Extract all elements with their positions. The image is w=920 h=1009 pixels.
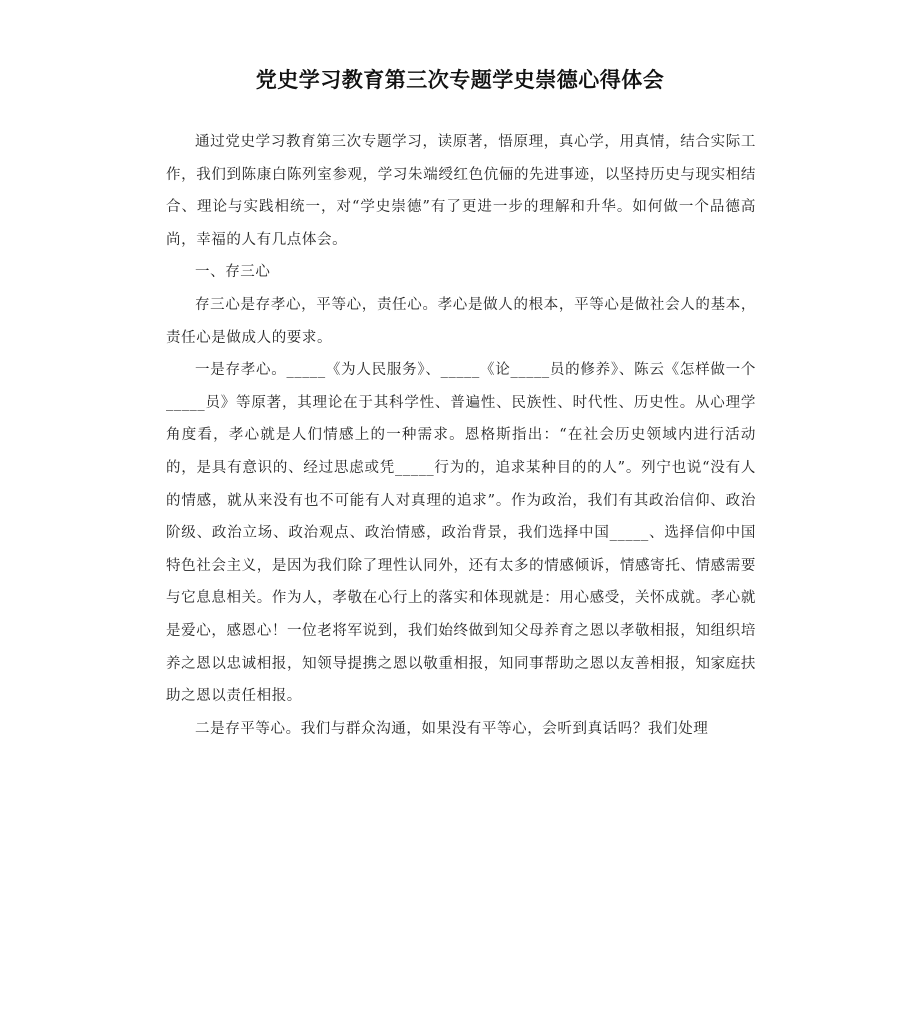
paragraph-intro: 通过党史学习教育第三次专题学习，读原著，悟原理，真心学，用真情，结合实际工作，我们到陈康白陈列室参观，学习朱端绶红色伉俪的先进事迹，以坚持历史与现实相结合、理论与实践相统一，对“学史崇德”有了更进一步的理解和升华。如何做一个品德高尚，幸福的人有几点体会。 [166,134,756,248]
paragraph-filial-heart: 一是存孝心。_____《为人民服务》、_____《论_____员的修养》、陈云《怎样做一个_____员》等原著，其理论在于其科学性、普遍性、民族性、时代性、历史性。从心理学角度看，孝心就是人们情感上的一种需求。恩格斯指出：“在社会历史领域内进行活动的，是具有意识的、经过思虑或凭_____行为的，追求某种目的的人”。列宁也说“没有人的情感，就从来没有也不可能有人对真理的追求”。作为政治，我们有其政治信仰、政治阶级、政治立场、政治观点、政治情感，政治背景，我们选择中国_____、选择信仰中国特色社会主义，是因为我们除了理性认同外，还有太多的情感倾诉，情感寄托、情感需要与它息息相关。作为人，孝敬在心行上的落实和体现就是：用心感受，关怀成就。孝心就是爱心，感恩心！一位老将军说到，我们始终做到知父母养育之恩以孝敬相报，知组织培养之恩以忠诚相报，知领导提携之恩以敬重相报，知同事帮助之恩以友善相报，知家庭扶助之恩以责任相报。 [166,362,756,705]
paragraph-equal-heart: 二是存平等心。我们与群众沟通，如果没有平等心，会听到真话吗？我们处理 [195,720,709,737]
paragraph-three-hearts: 存三心是存孝心，平等心，责任心。孝心是做人的根本，平等心是做社会人的基本，责任心是做成人的要求。 [166,296,756,346]
document-title: 党史学习教育第三次专题学史崇德心得体会 [255,68,665,92]
document-body [166,126,756,745]
section-heading: 一、存三心 [195,264,271,281]
